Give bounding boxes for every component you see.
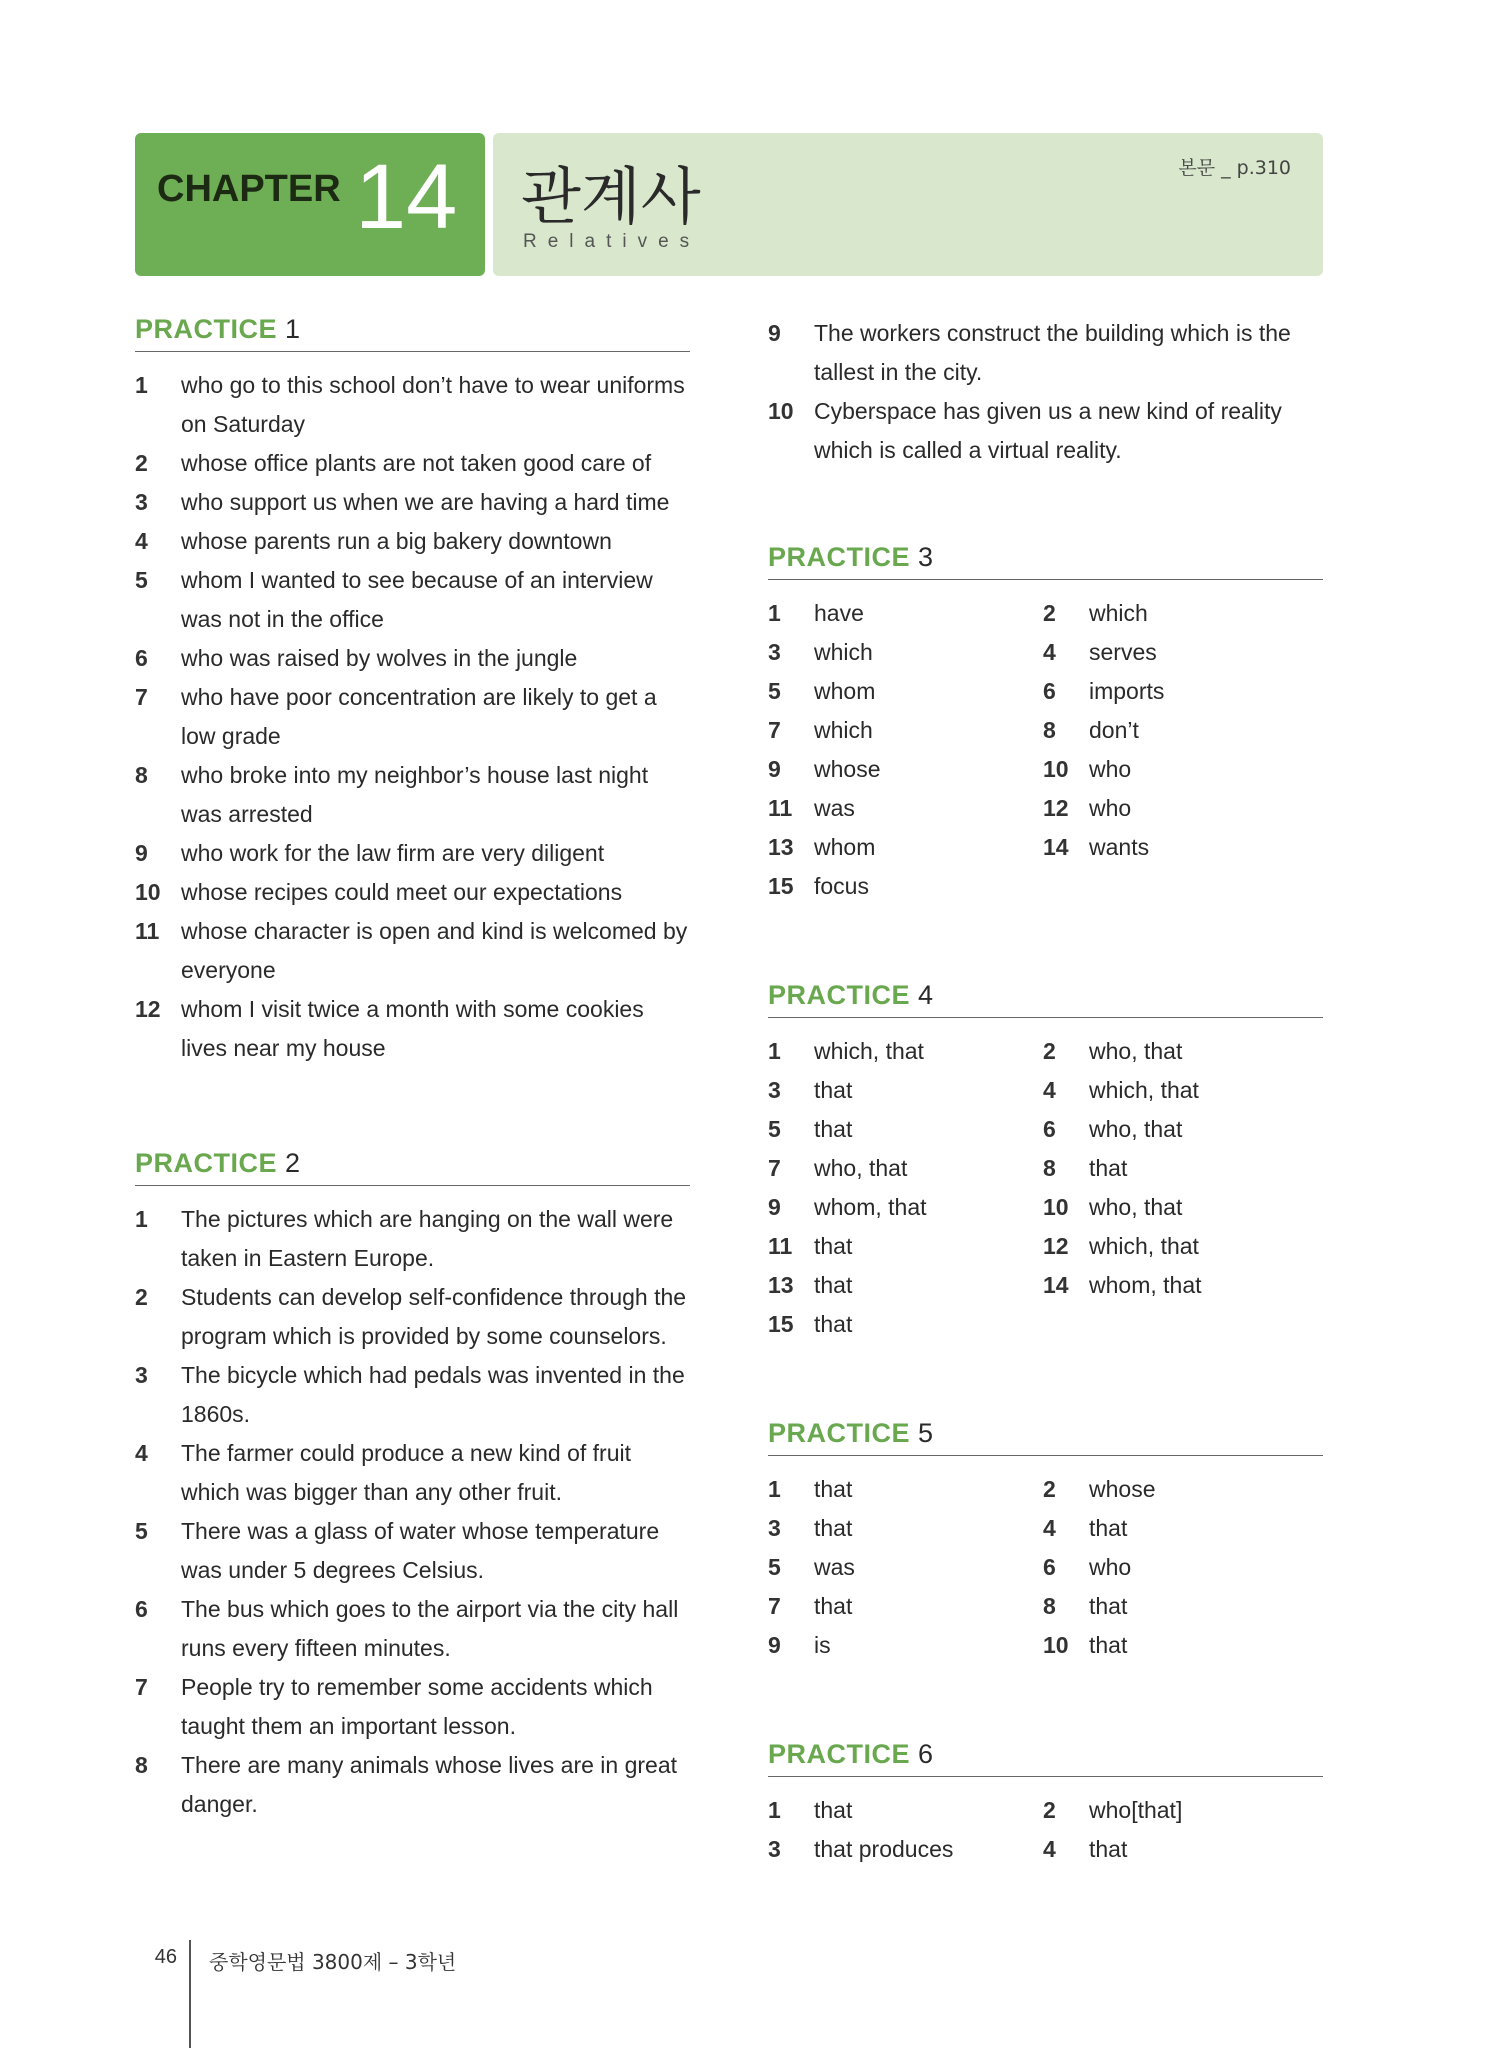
answer-item bbox=[768, 711, 1043, 750]
answer-number: 11 bbox=[768, 795, 793, 821]
answer-item bbox=[1043, 1188, 1318, 1227]
answer-item bbox=[1043, 789, 1318, 828]
practice-5-section bbox=[768, 1418, 1323, 1665]
answer-number: 11 bbox=[768, 1233, 793, 1259]
answer-number: 10 bbox=[135, 879, 161, 905]
answer-text: wants bbox=[1089, 834, 1150, 860]
chapter-number: 14 bbox=[355, 146, 458, 248]
answer-text: whom, that bbox=[1089, 1272, 1202, 1298]
answer-number: 10 bbox=[768, 398, 794, 424]
answer-text: have bbox=[814, 600, 864, 626]
answer-number: 1 bbox=[768, 1797, 781, 1823]
answer-number: 2 bbox=[135, 1284, 148, 1310]
left-column bbox=[135, 314, 690, 1824]
answer-item bbox=[768, 1509, 1043, 1548]
answer-number: 6 bbox=[1043, 1116, 1056, 1142]
answer-number: 3 bbox=[135, 1362, 148, 1388]
answer-number: 4 bbox=[1043, 1836, 1056, 1862]
practice-2-continued-list bbox=[768, 314, 1323, 470]
answer-text: The farmer could produce a new kind of fruit which was bigger than any other fruit. bbox=[181, 1440, 632, 1505]
answer-item bbox=[1043, 1149, 1318, 1188]
answer-item bbox=[1043, 1830, 1318, 1869]
answer-number: 1 bbox=[135, 372, 148, 398]
answer-text: The workers construct the building which is the tallest in the city. bbox=[814, 320, 1291, 385]
answer-number: 9 bbox=[768, 1194, 781, 1220]
answer-item bbox=[135, 912, 690, 990]
answer-number: 6 bbox=[1043, 1554, 1056, 1580]
answer-text: who bbox=[1089, 795, 1132, 821]
answer-number: 7 bbox=[135, 684, 148, 710]
answer-text: who go to this school don’t have to wear uniforms on Saturday bbox=[181, 372, 685, 437]
answer-text: that bbox=[1089, 1836, 1128, 1862]
answer-item bbox=[1043, 1470, 1318, 1509]
answer-item bbox=[768, 1626, 1043, 1665]
practice-4-section bbox=[768, 980, 1323, 1344]
answer-item bbox=[768, 867, 1043, 906]
answer-item bbox=[1043, 1110, 1318, 1149]
practice-2-section bbox=[135, 1148, 690, 1824]
answer-number: 8 bbox=[1043, 1155, 1056, 1181]
practice-1-section bbox=[135, 314, 690, 1068]
answer-number: 10 bbox=[1043, 1632, 1069, 1658]
practice-2-list bbox=[135, 1200, 690, 1824]
answer-number: 9 bbox=[768, 756, 781, 782]
answer-text: who have poor concentration are likely to get a low grade bbox=[181, 684, 657, 749]
answer-item bbox=[135, 639, 690, 678]
answer-item bbox=[1043, 1791, 1318, 1830]
answer-number: 3 bbox=[768, 1836, 781, 1862]
practice-4-title: PRACTICE 4 bbox=[768, 980, 1323, 1018]
answer-item bbox=[135, 444, 690, 483]
answer-item bbox=[768, 1548, 1043, 1587]
answer-item bbox=[1043, 633, 1318, 672]
answer-number: 8 bbox=[135, 1752, 148, 1778]
practice-6-list bbox=[768, 1791, 1323, 1869]
answer-number: 6 bbox=[1043, 678, 1056, 704]
answer-number: 15 bbox=[768, 1311, 794, 1337]
answer-text: that bbox=[814, 1233, 853, 1259]
answer-text: People try to remember some accidents which taught them an important lesson. bbox=[181, 1674, 653, 1739]
answer-item bbox=[1043, 1071, 1318, 1110]
answer-item bbox=[1043, 711, 1318, 750]
answer-number: 7 bbox=[135, 1674, 148, 1700]
answer-text: which bbox=[1089, 600, 1148, 626]
answer-text: was bbox=[814, 795, 855, 821]
answer-text: whose bbox=[1089, 1476, 1156, 1502]
answer-item bbox=[768, 633, 1043, 672]
practice-6-section bbox=[768, 1739, 1323, 1869]
answer-number: 6 bbox=[135, 645, 148, 671]
answer-item bbox=[1043, 1509, 1318, 1548]
answer-number: 4 bbox=[135, 528, 148, 554]
answer-text: There was a glass of water whose temperature was under 5 degrees Celsius. bbox=[181, 1518, 660, 1583]
answer-text: don’t bbox=[1089, 717, 1139, 743]
answer-number: 1 bbox=[768, 600, 781, 626]
answer-text: who bbox=[1089, 1554, 1132, 1580]
answer-item bbox=[768, 1032, 1043, 1071]
answer-item bbox=[768, 1188, 1043, 1227]
answer-item bbox=[1043, 1626, 1318, 1665]
answer-number: 4 bbox=[135, 1440, 148, 1466]
answer-text: who[that] bbox=[1089, 1797, 1183, 1823]
answer-item bbox=[768, 1110, 1043, 1149]
answer-number: 13 bbox=[768, 834, 794, 860]
answer-item bbox=[135, 756, 690, 834]
answer-number: 12 bbox=[1043, 795, 1069, 821]
page-number: 46 bbox=[154, 1946, 177, 1968]
answer-text: who broke into my neighbor’s house last night was arrested bbox=[181, 762, 649, 827]
answer-item bbox=[135, 1200, 690, 1278]
answer-text: whom, that bbox=[814, 1194, 927, 1220]
answer-text: imports bbox=[1089, 678, 1165, 704]
answer-text: There are many animals whose lives are in great danger. bbox=[181, 1752, 678, 1817]
practice-1-list bbox=[135, 366, 690, 1068]
answer-number: 2 bbox=[1043, 1476, 1056, 1502]
answer-item bbox=[135, 1434, 690, 1512]
answer-text: which, that bbox=[814, 1038, 924, 1064]
answer-text: that bbox=[1089, 1515, 1128, 1541]
answer-number: 4 bbox=[1043, 1077, 1056, 1103]
answer-text: that bbox=[1089, 1155, 1128, 1181]
answer-text: whose recipes could meet our expectations bbox=[181, 879, 623, 905]
chapter-badge bbox=[135, 133, 485, 276]
answer-text: who work for the law firm are very diligent bbox=[181, 840, 605, 866]
answer-text: Students can develop self-confidence through the program which is provided by some counselors. bbox=[181, 1284, 687, 1349]
answer-item bbox=[135, 1512, 690, 1590]
practice-5-list bbox=[768, 1470, 1323, 1665]
answer-item bbox=[768, 1791, 1043, 1830]
answer-text: who bbox=[1089, 756, 1132, 782]
chapter-title-korean: 관계사 bbox=[521, 160, 701, 233]
answer-text: is bbox=[814, 1632, 831, 1658]
answer-item bbox=[768, 392, 1323, 470]
answer-text: who, that bbox=[1089, 1116, 1183, 1142]
answer-item bbox=[768, 1830, 1043, 1869]
answer-number: 14 bbox=[1043, 1272, 1069, 1298]
answer-number: 1 bbox=[135, 1206, 148, 1232]
answer-text: that bbox=[814, 1593, 853, 1619]
answer-item bbox=[135, 561, 690, 639]
answer-item bbox=[768, 789, 1043, 828]
answer-item bbox=[768, 1149, 1043, 1188]
answer-number: 5 bbox=[768, 1554, 781, 1580]
answer-number: 4 bbox=[1043, 1515, 1056, 1541]
answer-number: 4 bbox=[1043, 639, 1056, 665]
answer-number: 12 bbox=[1043, 1233, 1069, 1259]
answer-text: who support us when we are having a hard time bbox=[181, 489, 670, 515]
answer-text: whom I wanted to see because of an interview was not in the office bbox=[181, 567, 653, 632]
answer-item bbox=[135, 990, 690, 1068]
answer-item bbox=[768, 828, 1043, 867]
answer-number: 5 bbox=[768, 1116, 781, 1142]
answer-text: whose character is open and kind is welcomed by everyone bbox=[181, 918, 688, 983]
answer-number: 7 bbox=[768, 1155, 781, 1181]
answer-item bbox=[768, 314, 1323, 392]
answer-text: that bbox=[814, 1515, 853, 1541]
answer-text: The bus which goes to the airport via the city hall runs every fifteen minutes. bbox=[181, 1596, 679, 1661]
answer-number: 7 bbox=[768, 1593, 781, 1619]
answer-number: 2 bbox=[1043, 600, 1056, 626]
answer-text: who, that bbox=[814, 1155, 908, 1181]
answer-item bbox=[1043, 1587, 1318, 1626]
answer-item bbox=[135, 483, 690, 522]
answer-number: 2 bbox=[135, 450, 148, 476]
answer-item bbox=[768, 1071, 1043, 1110]
answer-number: 9 bbox=[135, 840, 148, 866]
answer-text: that produces bbox=[814, 1836, 954, 1862]
answer-text: who, that bbox=[1089, 1194, 1183, 1220]
answer-number: 1 bbox=[768, 1476, 781, 1502]
answer-item bbox=[768, 750, 1043, 789]
answer-number: 3 bbox=[135, 489, 148, 515]
answer-number: 3 bbox=[768, 1515, 781, 1541]
answer-text: whose bbox=[814, 756, 881, 782]
answer-item bbox=[768, 1587, 1043, 1626]
answer-item bbox=[768, 1227, 1043, 1266]
answer-item bbox=[135, 1668, 690, 1746]
answer-text: who, that bbox=[1089, 1038, 1183, 1064]
answer-text: who was raised by wolves in the jungle bbox=[181, 645, 578, 671]
answer-number: 8 bbox=[135, 762, 148, 788]
answer-text: that bbox=[814, 1311, 853, 1337]
answer-text: which bbox=[814, 717, 873, 743]
answer-item bbox=[135, 1278, 690, 1356]
answer-number: 9 bbox=[768, 320, 781, 346]
answer-text: that bbox=[814, 1077, 853, 1103]
answer-number: 3 bbox=[768, 1077, 781, 1103]
answer-text: whose office plants are not taken good care of bbox=[181, 450, 652, 476]
answer-item bbox=[768, 1266, 1043, 1305]
answer-item bbox=[768, 594, 1043, 633]
answer-text: which bbox=[814, 639, 873, 665]
answer-text: was bbox=[814, 1554, 855, 1580]
answer-number: 6 bbox=[135, 1596, 148, 1622]
answer-item bbox=[768, 672, 1043, 711]
answer-text: The pictures which are hanging on the wall were taken in Eastern Europe. bbox=[181, 1206, 674, 1271]
answer-number: 2 bbox=[1043, 1038, 1056, 1064]
answer-number: 13 bbox=[768, 1272, 794, 1298]
answer-text: that bbox=[1089, 1593, 1128, 1619]
answer-number: 14 bbox=[1043, 834, 1069, 860]
answer-number: 10 bbox=[1043, 756, 1069, 782]
answer-item bbox=[135, 366, 690, 444]
practice-6-title: PRACTICE 6 bbox=[768, 1739, 1323, 1777]
page-reference: 본문 _ p.310 bbox=[1178, 157, 1291, 179]
answer-number: 3 bbox=[768, 639, 781, 665]
answer-item bbox=[1043, 1548, 1318, 1587]
answer-text: Cyberspace has given us a new kind of reality which is called a virtual reality. bbox=[814, 398, 1282, 463]
answer-text: whom I visit twice a month with some cookies lives near my house bbox=[181, 996, 644, 1061]
answer-text: which, that bbox=[1089, 1233, 1199, 1259]
answer-number: 1 bbox=[768, 1038, 781, 1064]
answer-item bbox=[135, 522, 690, 561]
answer-number: 8 bbox=[1043, 717, 1056, 743]
answer-number: 2 bbox=[1043, 1797, 1056, 1823]
answer-item bbox=[135, 1590, 690, 1668]
answer-number: 10 bbox=[1043, 1194, 1069, 1220]
answer-item bbox=[1043, 750, 1318, 789]
answer-text: that bbox=[1089, 1632, 1128, 1658]
answer-item bbox=[1043, 1032, 1318, 1071]
answer-item bbox=[768, 1470, 1043, 1509]
answer-text: whose parents run a big bakery downtown bbox=[181, 528, 612, 554]
answer-text: that bbox=[814, 1476, 853, 1502]
answer-item bbox=[1043, 828, 1318, 867]
chapter-label: CHAPTER bbox=[157, 168, 341, 210]
answer-text: that bbox=[814, 1272, 853, 1298]
answer-text: which, that bbox=[1089, 1077, 1199, 1103]
answer-item bbox=[135, 834, 690, 873]
answer-text: serves bbox=[1089, 639, 1157, 665]
answer-text: whom bbox=[814, 834, 876, 860]
answer-text: that bbox=[814, 1797, 853, 1823]
practice-3-list bbox=[768, 594, 1323, 906]
practice-1-title: PRACTICE 1 bbox=[135, 314, 690, 352]
practice-4-list bbox=[768, 1032, 1323, 1344]
answer-number: 15 bbox=[768, 873, 794, 899]
answer-text: The bicycle which had pedals was invented in the 1860s. bbox=[181, 1362, 685, 1427]
answer-item bbox=[1043, 594, 1318, 633]
answer-item bbox=[1043, 672, 1318, 711]
footer-divider bbox=[189, 1940, 191, 2048]
practice-3-section bbox=[768, 542, 1323, 906]
answer-item bbox=[768, 1305, 1043, 1344]
answer-item bbox=[135, 1746, 690, 1824]
answer-number: 5 bbox=[135, 567, 148, 593]
answer-number: 5 bbox=[768, 678, 781, 704]
chapter-title-panel bbox=[493, 133, 1323, 276]
answer-text: whom bbox=[814, 678, 876, 704]
answer-item bbox=[1043, 1227, 1318, 1266]
answer-item bbox=[135, 1356, 690, 1434]
answer-text: focus bbox=[814, 873, 869, 899]
answer-number: 5 bbox=[135, 1518, 148, 1544]
answer-number: 7 bbox=[768, 717, 781, 743]
answer-number: 12 bbox=[135, 996, 161, 1022]
answer-number: 8 bbox=[1043, 1593, 1056, 1619]
answer-item bbox=[1043, 1266, 1318, 1305]
practice-2-title: PRACTICE 2 bbox=[135, 1148, 690, 1186]
answer-number: 9 bbox=[768, 1632, 781, 1658]
book-title: 중학영문법 3800제 – 3학년 bbox=[209, 1950, 457, 1974]
answer-item bbox=[135, 873, 690, 912]
answer-item bbox=[135, 678, 690, 756]
practice-3-title: PRACTICE 3 bbox=[768, 542, 1323, 580]
answer-number: 11 bbox=[135, 918, 160, 944]
practice-5-title: PRACTICE 5 bbox=[768, 1418, 1323, 1456]
answer-text: that bbox=[814, 1116, 853, 1142]
right-column bbox=[768, 314, 1323, 1869]
chapter-title-english: Relatives bbox=[523, 231, 701, 252]
